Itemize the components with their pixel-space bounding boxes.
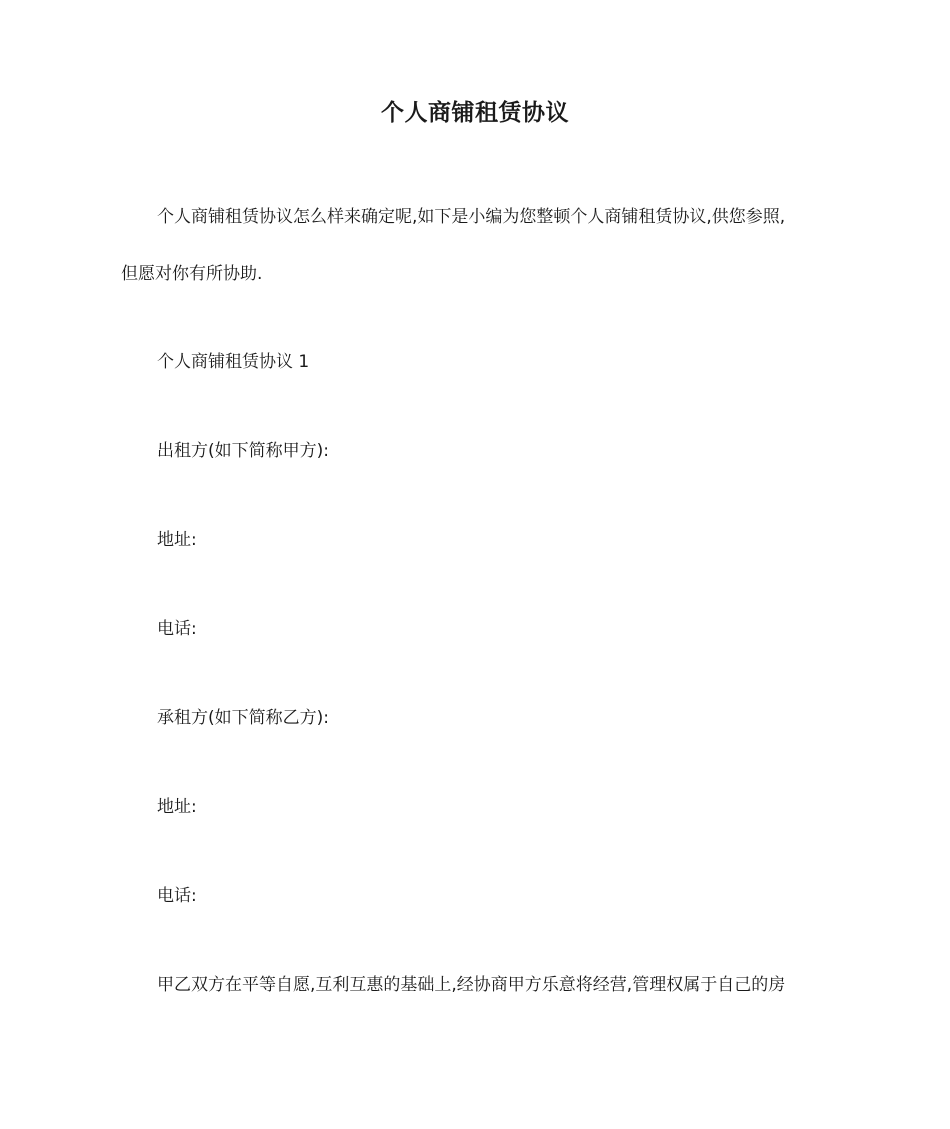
lessor-label: 出租方(如下简称甲方): bbox=[157, 441, 329, 461]
intro-line-1: 个人商铺租赁协议怎么样来确定呢,如下是小编为您整顿个人商铺租赁协议,供您参照, bbox=[157, 207, 786, 227]
lessor-phone-label: 电话: bbox=[157, 619, 197, 639]
lessor-address-label: 地址: bbox=[157, 530, 197, 550]
intro-line-2: 但愿对你有所协助. bbox=[121, 264, 263, 284]
agreement-body-line: 甲乙双方在平等自愿,互利互惠的基础上,经协商甲方乐意将经营,管理权属于自己的房 bbox=[157, 975, 786, 995]
lessee-address-label: 地址: bbox=[157, 797, 197, 817]
document-title: 个人商铺租赁协议 bbox=[381, 100, 569, 126]
lessee-phone-label: 电话: bbox=[157, 886, 197, 906]
lessee-label: 承租方(如下简称乙方): bbox=[157, 708, 329, 728]
section-heading: 个人商铺租赁协议 1 bbox=[157, 352, 310, 372]
